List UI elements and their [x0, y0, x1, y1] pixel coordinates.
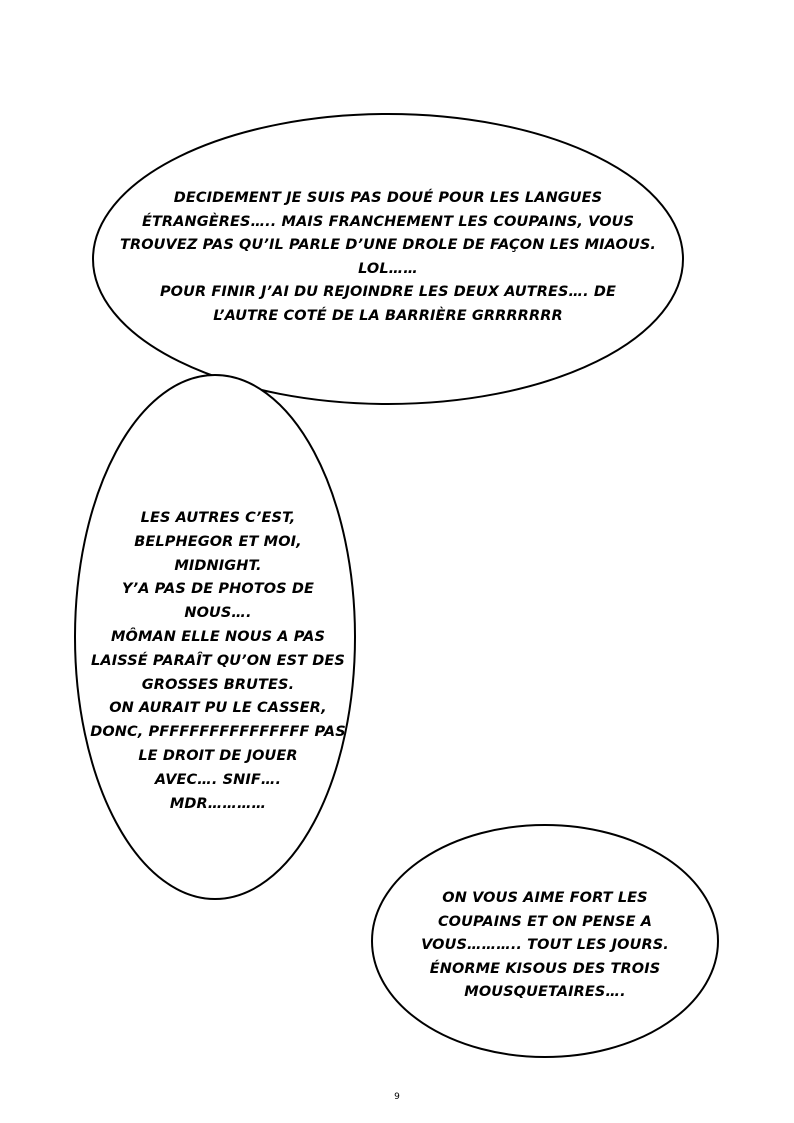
- bubble-line: DECIDEMENT JE SUIS PAS DOUÉ POUR LES LANGUES: [173, 190, 603, 206]
- bubble-line: TROUVEZ PAS QU’IL PARLE D’UNE DROLE DE FAÇON LES MIAOUS.: [120, 237, 656, 253]
- bubble-line: ON VOUS AIME FORT LES: [442, 890, 648, 906]
- bubble-line: POUR FINIR J’AI DU REJOINDRE LES DEUX AUTRES…. DE: [159, 284, 617, 300]
- bubble-line: MOUSQUETAIRES….: [464, 984, 626, 1000]
- bubble-line: GROSSES BRUTES.: [141, 676, 295, 693]
- speech-bubble-left-text: [88, 507, 348, 816]
- bubble-line: LE DROIT DE JOUER: [138, 747, 298, 764]
- bubble-line: AVEC…. SNIF….: [154, 771, 282, 788]
- bubble-line: VOUS……….. TOUT LES JOURS.: [421, 937, 669, 953]
- bubble-line: COUPAINS ET ON PENSE A: [437, 913, 653, 930]
- bubble-line: NOUS….: [184, 605, 252, 622]
- page-number: 9: [394, 1092, 400, 1102]
- bubble-line: MÔMAN ELLE NOUS A PAS: [111, 628, 325, 645]
- bubble-line: LOL……: [358, 260, 418, 277]
- bubble-line: Y’A PAS DE PHOTOS DE: [121, 581, 314, 598]
- bubble-line: ÉTRANGÈRES….. MAIS FRANCHEMENT LES COUPAINS, VOUS: [141, 213, 635, 230]
- bubble-line: LAISSÉ PARAÎT QU’ON EST DES: [91, 652, 345, 669]
- bubble-line: MDR…………: [169, 795, 267, 812]
- bubble-line: L’AUTRE COTÉ DE LA BARRIÈRE GRRRRRRR: [213, 307, 563, 324]
- speech-bubble-top-text: [110, 187, 666, 328]
- bubble-line: MIDNIGHT.: [174, 557, 262, 574]
- bubble-line: ÉNORME KISOUS DES TROIS: [429, 960, 661, 977]
- bubble-line: LES AUTRES C’EST,: [140, 510, 296, 526]
- bubble-line: DONC, PFFFFFFFFFFFFFFF PAS: [90, 724, 346, 741]
- bubble-line: ON AURAIT PU LE CASSER,: [109, 700, 327, 717]
- speech-bubble-bottom-text: [400, 887, 690, 1005]
- bubble-line: BELPHEGOR ET MOI,: [134, 533, 302, 550]
